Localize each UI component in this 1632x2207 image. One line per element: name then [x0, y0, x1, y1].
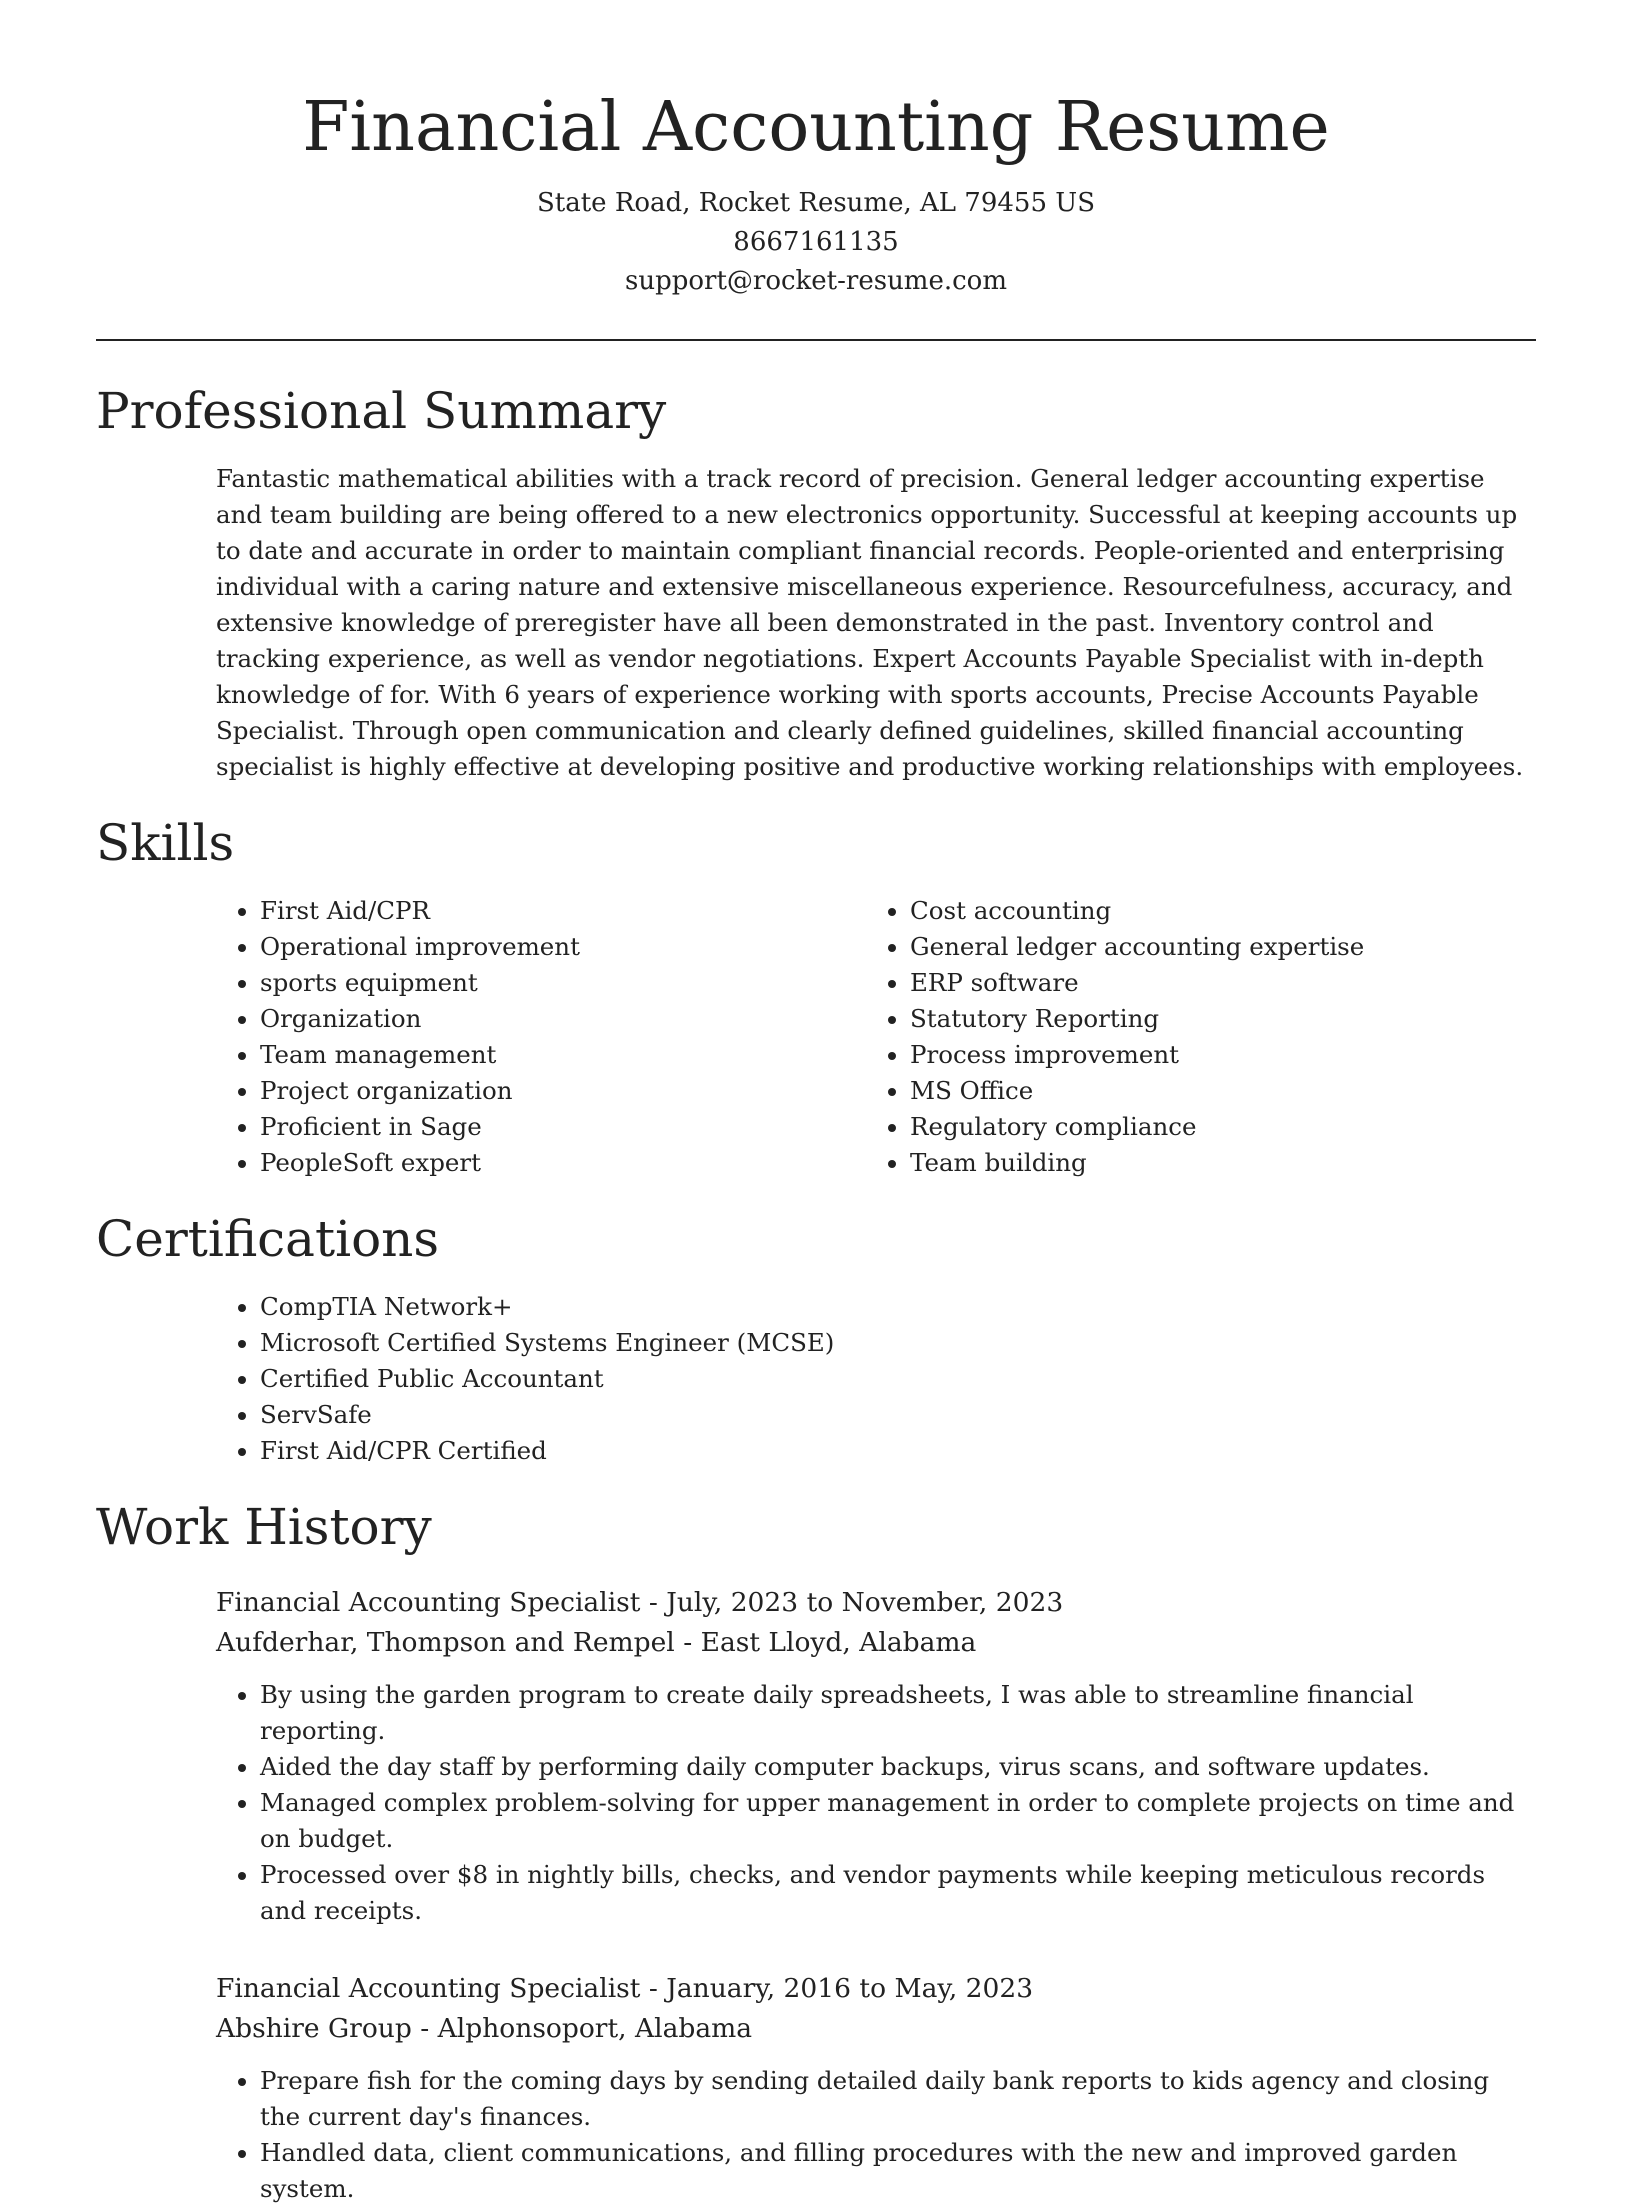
skill-item: • sports equipment — [260, 965, 866, 1001]
skill-item: • Operational improvement — [260, 929, 866, 965]
certification-item: • Microsoft Certified Systems Engineer (MCSE) — [260, 1325, 1536, 1361]
job-title: Financial Accounting Specialist — [216, 1973, 641, 2004]
skill-item: • Project organization — [260, 1073, 866, 1109]
skill-item: • PeopleSoft expert — [260, 1145, 866, 1181]
skill-item: • Process improvement — [910, 1037, 1516, 1073]
certification-item: • ServSafe — [260, 1397, 1536, 1433]
job-entry — [216, 1969, 1536, 2207]
job-dates: July, 2023 to November, 2023 — [666, 1587, 1064, 1618]
summary-section — [96, 381, 1536, 785]
skill-item: • Cost accounting — [910, 893, 1516, 929]
skills-heading: Skills — [96, 814, 235, 872]
skills-section — [96, 813, 1536, 1181]
skill-item: • Proficient in Sage — [260, 1109, 866, 1145]
job-bullet: • Prepare fish for the coming days by sending detailed daily bank reports to kids agency and closing the current day's finances. — [260, 2063, 1536, 2135]
summary-heading: Professional Summary — [96, 382, 667, 440]
job-bullet: • By using the garden program to create daily spreadsheets, I was able to streamline financial reporting. — [260, 1677, 1536, 1749]
certification-item: • CompTIA Network+ — [260, 1289, 1536, 1325]
skill-item: • First Aid/CPR — [260, 893, 866, 929]
job-entry — [216, 1583, 1536, 1929]
job-company-line: Aufderhar, Thompson and Rempel - East Lloyd, Alabama — [216, 1627, 977, 1658]
resume-title: Financial Accounting Resume — [302, 88, 1330, 167]
job-dates: January, 2016 to May, 2023 — [666, 1973, 1034, 2004]
skill-item: • Regulatory compliance — [910, 1109, 1516, 1145]
resume-header — [96, 0, 1536, 301]
job-bullet: • Handled data, client communications, and filling procedures with the new and improved garden system. — [260, 2135, 1536, 2207]
job-title-line: Financial Accounting Specialist - July, 2023 to November, 2023 — [216, 1587, 1064, 1618]
skills-column-left — [216, 893, 866, 1181]
job-location: East Lloyd, Alabama — [700, 1627, 977, 1658]
job-location: Alphonsoport, Alabama — [437, 2013, 753, 2044]
certifications-section — [96, 1209, 1536, 1469]
certification-item: • First Aid/CPR Certified — [260, 1433, 1536, 1469]
contact-phone: 8667161135 — [733, 227, 899, 257]
skills-column-right — [866, 893, 1516, 1181]
certification-item: • Certified Public Accountant — [260, 1361, 1536, 1397]
job-company: Abshire Group — [216, 2013, 412, 2044]
job-bullet: • Aided the day staff by performing daily computer backups, virus scans, and software updates. — [260, 1749, 1536, 1785]
skill-item: • MS Office — [910, 1073, 1516, 1109]
skill-item: • Statutory Reporting — [910, 1001, 1516, 1037]
summary-text: Fantastic mathematical abilities with a track record of precision. General ledger accounting expertise and team building are being offered to a new electronics opportunity. Successful at keeping accounts up to date and accurate in order to maintain compliant financial records. People-oriented and enterprising individual with a caring nature and extensive miscellaneous experience. Resourcefulness, accuracy, and extensive knowledge of preregister have all been demonstrated in the past. Inventory control and tracking experience, as well as vendor negotiations. Expert Accounts Payable Specialist with in-depth knowledge of for. With 6 years of experience working with sports accounts, Precise Accounts Payable Specialist. Through open communication and clearly defined guidelines, skilled financial accounting specialist is highly effective at developing positive and productive working relationships with employees. — [216, 464, 1524, 781]
job-title: Financial Accounting Specialist — [216, 1587, 641, 1618]
job-company: Aufderhar, Thompson and Rempel — [216, 1627, 675, 1658]
job-bullets — [216, 1677, 1536, 1929]
job-title-line: Financial Accounting Specialist - January, 2016 to May, 2023 — [216, 1973, 1034, 2004]
resume-page — [96, 0, 1536, 2207]
job-bullet: • Processed over $8 in nightly bills, checks, and vendor payments while keeping meticulous records and receipts. — [260, 1857, 1536, 1929]
skill-item: • Organization — [260, 1001, 866, 1037]
job-bullets — [216, 2063, 1536, 2207]
skill-item: • ERP software — [910, 965, 1516, 1001]
contact-address: State Road, Rocket Resume, AL 79455 US — [536, 188, 1096, 218]
work-history-section — [96, 1497, 1536, 2207]
skill-item: • Team management — [260, 1037, 866, 1073]
certifications-heading: Certifications — [96, 1210, 440, 1268]
job-bullet: • Managed complex problem-solving for upper management in order to complete projects on time and on budget. — [260, 1785, 1536, 1857]
header-divider — [96, 339, 1536, 341]
contact-email: support@rocket-resume.com — [624, 266, 1007, 296]
job-company-line: Abshire Group - Alphonsoport, Alabama — [216, 2013, 753, 2044]
skill-item: • General ledger accounting expertise — [910, 929, 1516, 965]
skill-item: • Team building — [910, 1145, 1516, 1181]
work-history-heading: Work History — [96, 1498, 432, 1556]
certifications-list — [216, 1289, 1536, 1469]
